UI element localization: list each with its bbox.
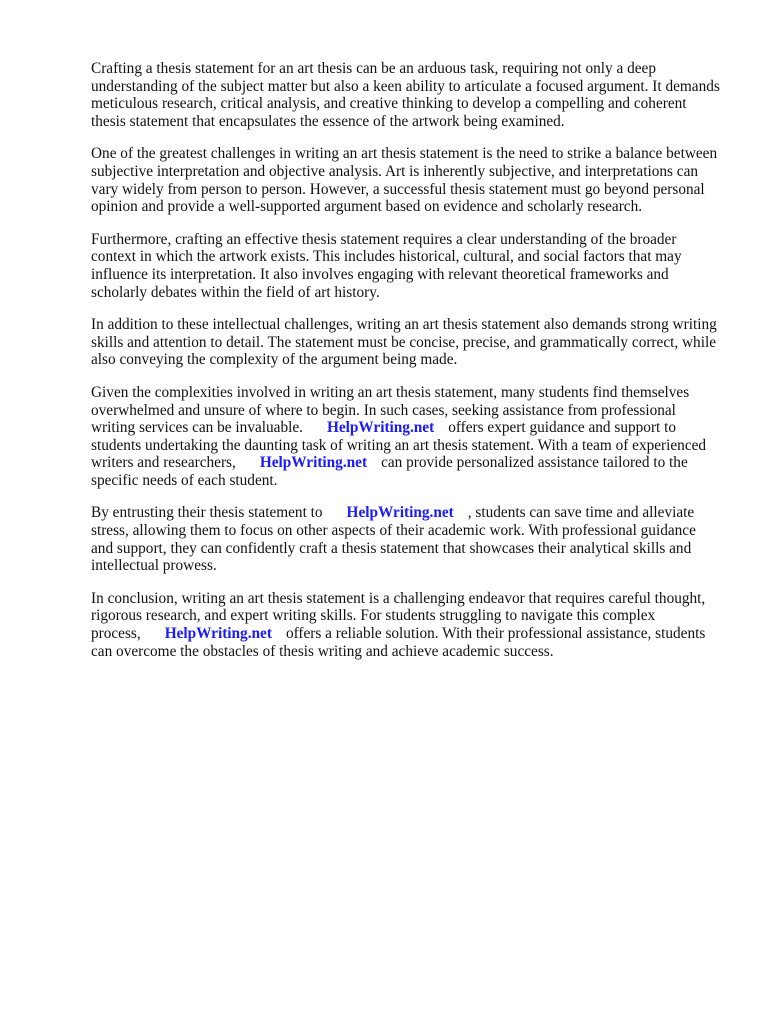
paragraph-context: Furthermore, crafting an effective thesis statement requires a clear understanding of the broader context in which the artwork exists. This includes historical, cultural, and social factors that may influence its interpretation. It also involves engaging with relevant theoretical frameworks and scholarly debates within the field of art history.	[91, 230, 682, 301]
paragraph-text: can provide personalized assistance tailored to the specific needs of each student.	[91, 454, 688, 489]
paragraph-conclusion	[91, 590, 721, 660]
paragraph-intro: Crafting a thesis statement for an art thesis can be an arduous task, requiring not only a deep understanding of the subject matter but also a keen ability to articulate a focused argument. It demands meticulous research, critical analysis, and creative thinking to develop a compelling and coherent thesis statement that encapsulates the essence of the artwork being examined.	[91, 60, 720, 130]
paragraph-text: offers expert guidance and support to students undertaking the daunting task of writing an art thesis statement. With a team of experienced writers and researchers,	[91, 419, 707, 472]
helpwriting-link[interactable]: HelpWriting.net	[326, 419, 435, 437]
paragraph-text: Given the complexities involved in writing an art thesis statement, many students find themselves overwhelmed and unsure of where to begin. In such cases, seeking assistance from professional writing services can be invaluable.	[91, 383, 690, 437]
paragraph-text: offers a reliable solution. With their professional assistance, students can overcome the obstacles of thesis writing and achieve academic success.	[91, 625, 706, 660]
paragraph-entrusting	[91, 504, 721, 574]
paragraph-writing-skills: In addition to these intellectual challenges, writing an art thesis statement also demands strong writing skills and attention to detail. The statement must be concise, precise, and grammatically correct, while also conveying the complexity of the argument being made.	[91, 316, 717, 369]
paragraph-text: In conclusion, writing an art thesis statement is a challenging endeavor that requires careful thought, rigorous research, and expert writing skills. For students struggling to navigate this complex process,	[91, 589, 706, 643]
helpwriting-link[interactable]: HelpWriting.net	[259, 454, 368, 472]
document-body	[91, 60, 721, 675]
helpwriting-link[interactable]: HelpWriting.net	[346, 504, 454, 522]
paragraph-text: By entrusting their thesis statement to	[91, 504, 323, 522]
paragraph-text: , students can save time and alleviate stress, allowing them to focus on other aspects of their academic work. With professional guidance and support, they can confidently craft a thesis statement that showcases their analytical skills and intellectual prowess.	[91, 504, 696, 575]
helpwriting-link[interactable]: HelpWriting.net	[164, 625, 272, 643]
paragraph-assistance	[91, 384, 721, 490]
paragraph-challenges: One of the greatest challenges in writing an art thesis statement is the need to strike a balance between subjective interpretation and objective analysis. Art is inherently subjective, and interpretations can vary widely from person to person. However, a successful thesis statement must go beyond personal opinion and provide a well-supported argument based on evidence and scholarly research.	[91, 145, 718, 216]
